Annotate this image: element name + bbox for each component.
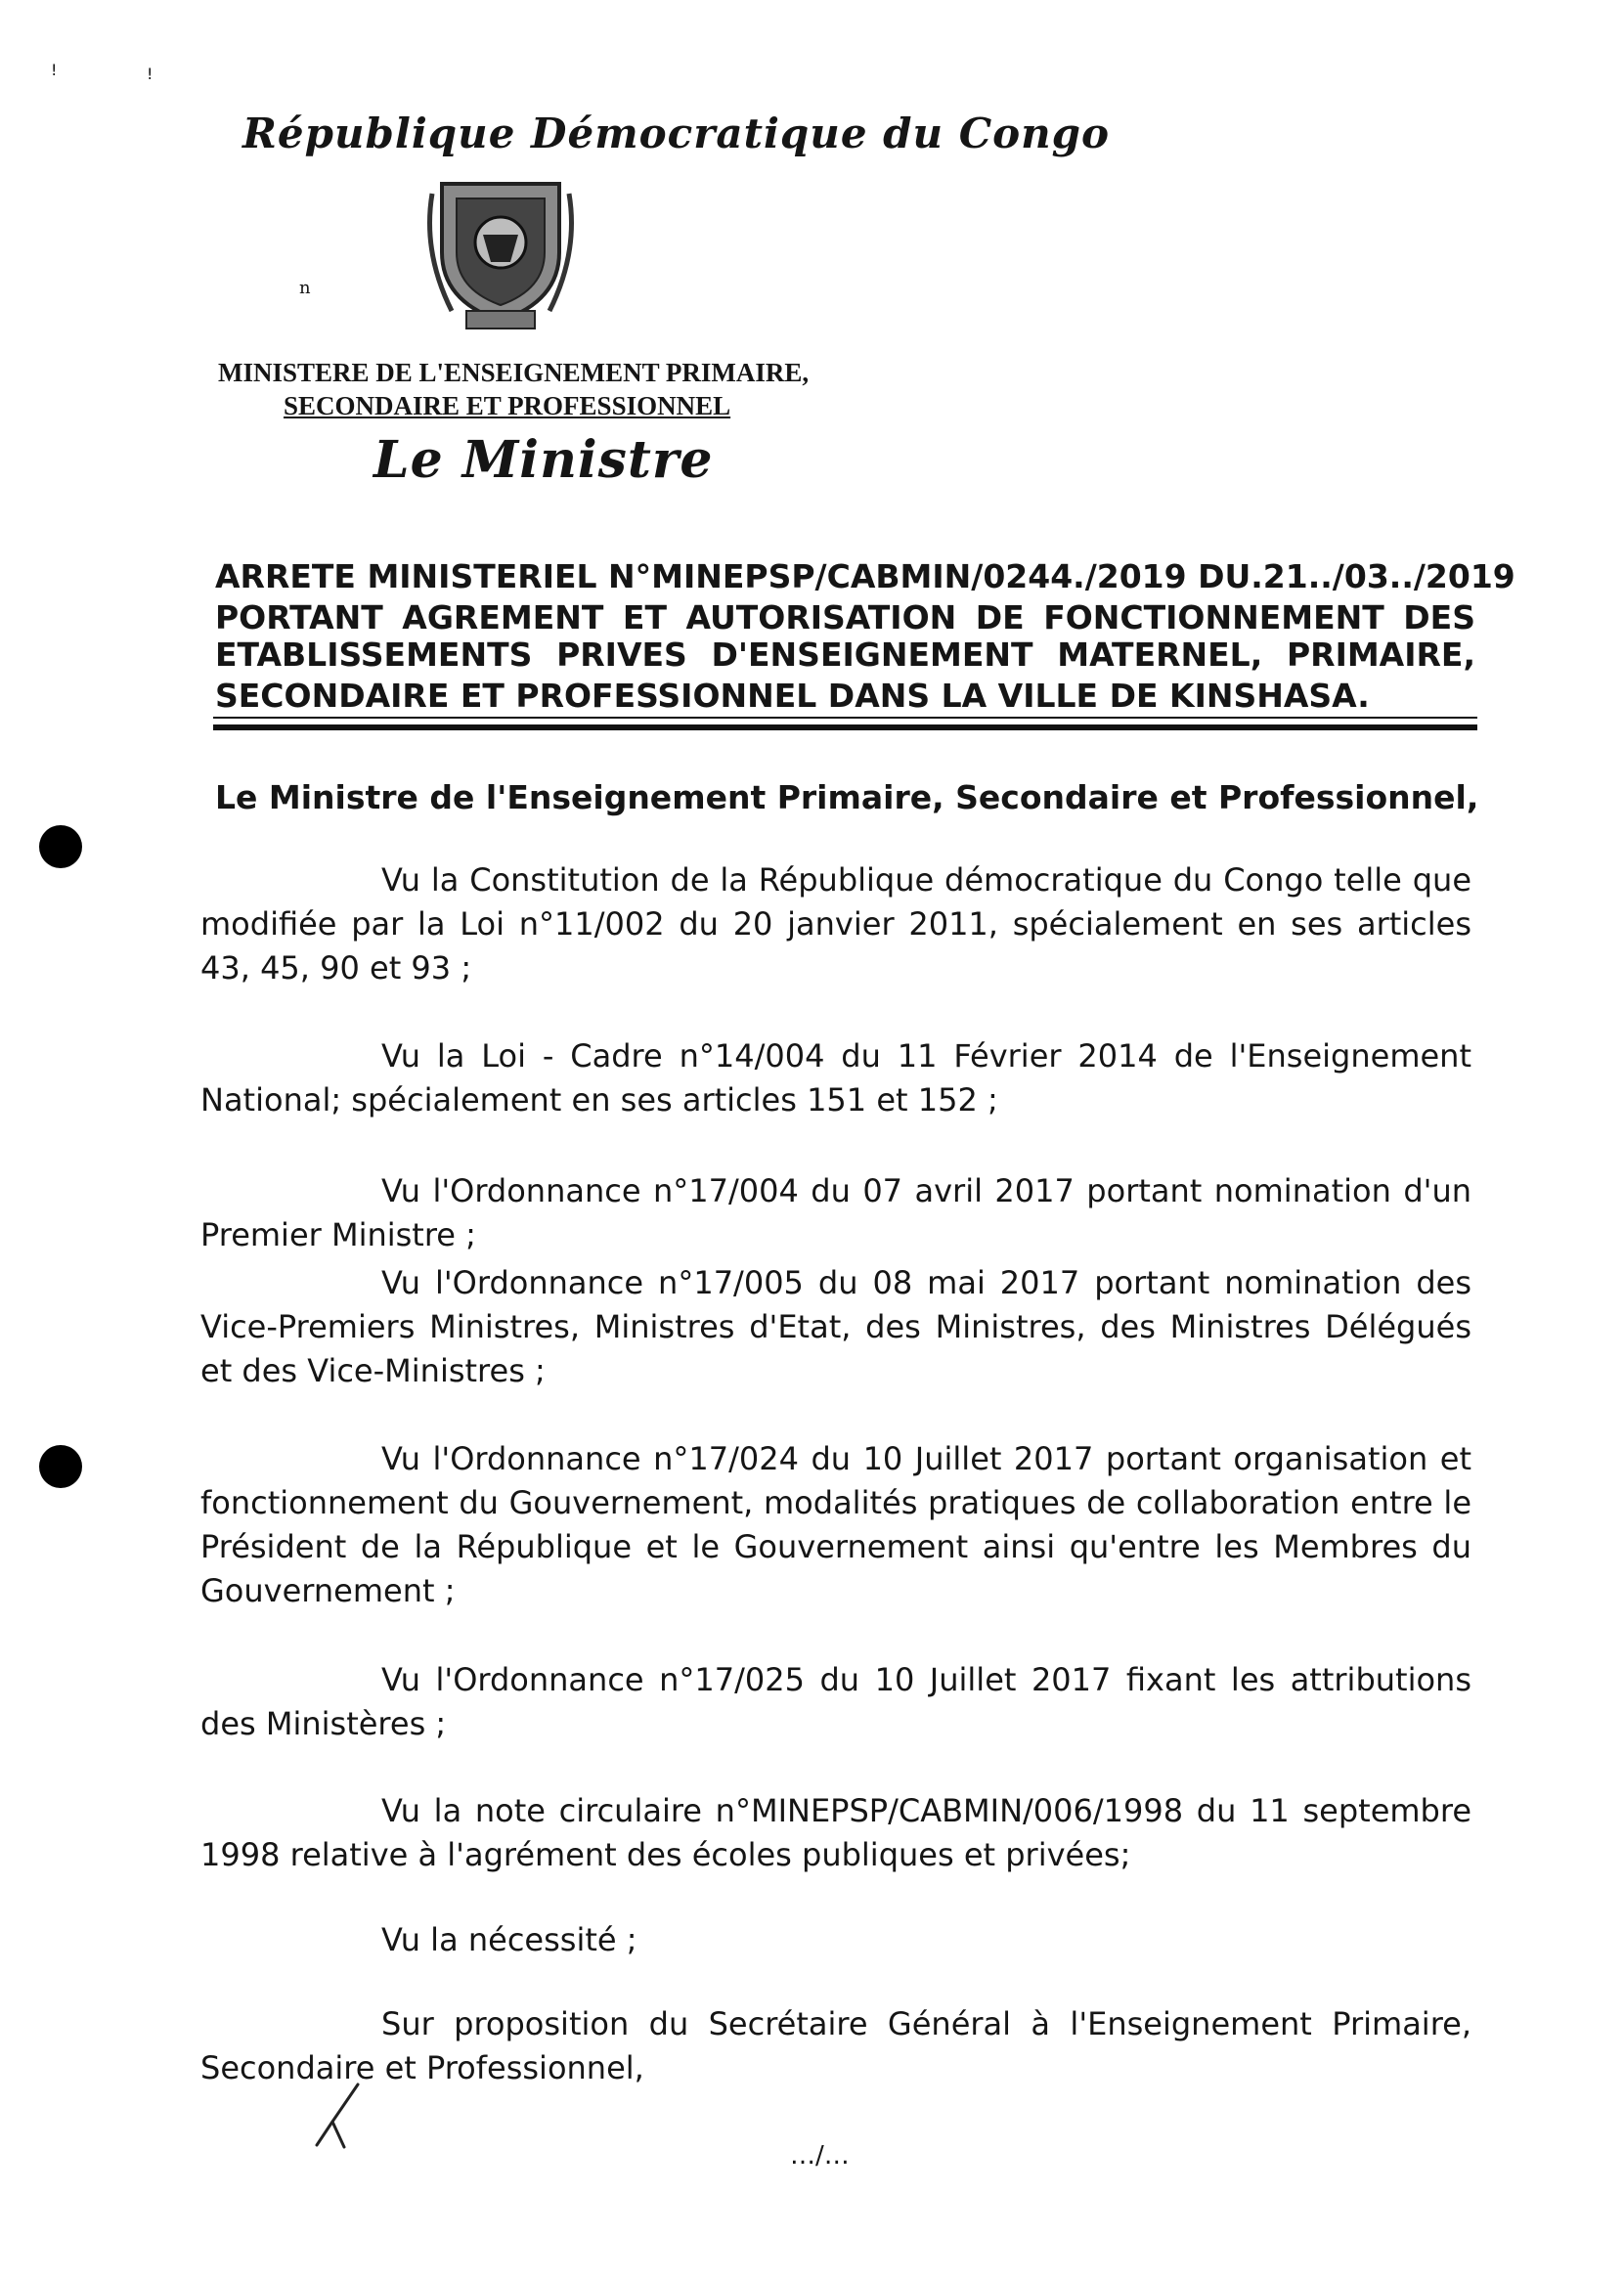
- recital-text: Vu l'Ordonnance n°17/005 du 08 mai 2017 portant nomination des Vice-Premiers Ministres, Ministres d'Etat, des Ministres, des Ministres Délégués et des Vice-Ministres ;: [200, 1264, 1471, 1389]
- page-continuation-mark: …/…: [790, 2141, 850, 2171]
- recital-paragraph: [200, 1034, 1471, 1122]
- recital-paragraph: [200, 1789, 1471, 1877]
- recital-paragraph: [200, 1437, 1471, 1613]
- scan-mark: !: [51, 61, 58, 79]
- stray-mark: n: [299, 278, 311, 298]
- decree-title-line3: ETABLISSEMENTS PRIVES D'ENSEIGNEMENT MATERNEL, PRIMAIRE,: [215, 636, 1475, 674]
- recital-paragraph: [200, 858, 1471, 990]
- recital-paragraph: [200, 1918, 1471, 1962]
- recital-text: Vu l'Ordonnance n°17/025 du 10 Juillet 2017 fixant les attributions des Ministères ;: [200, 1661, 1471, 1742]
- recital-paragraph: [200, 1261, 1471, 1393]
- decree-title-line2: PORTANT AGREMENT ET AUTORISATION DE FONCTIONNEMENT DES: [215, 598, 1475, 636]
- ministry-name-line2: SECONDAIRE ET PROFESSIONNEL: [284, 391, 731, 420]
- title-divider-thin: [213, 717, 1477, 719]
- recital-text: Vu la nécessité ;: [381, 1921, 637, 1958]
- recital-text: Sur proposition du Secrétaire Général à l'Enseignement Primaire, Secondaire et Professionnel,: [200, 2005, 1471, 2086]
- coat-of-arms-seal: [422, 174, 579, 335]
- preamble-heading: Le Ministre de l'Enseignement Primaire, Secondaire et Professionnel,: [215, 778, 1479, 816]
- ministry-name-line1: MINISTERE DE L'ENSEIGNEMENT PRIMAIRE,: [218, 358, 810, 387]
- signatory-title: Le Ministre: [373, 430, 714, 490]
- handwritten-initials: [311, 2083, 370, 2151]
- title-divider-thick: [213, 724, 1477, 730]
- country-heading: République Démocratique du Congo: [242, 110, 1111, 157]
- recital-paragraph: [200, 2002, 1471, 2090]
- recital-paragraph: [200, 1658, 1471, 1746]
- decree-title-line4: SECONDAIRE ET PROFESSIONNEL DANS LA VILLE DE KINSHASA.: [215, 677, 1370, 715]
- recital-text: Vu l'Ordonnance n°17/024 du 10 Juillet 2017 portant organisation et fonctionnement du Gouvernement, modalités pratiques de collaboration entre le Président de la République et le Gouvernement ainsi qu'entre les Membres du Gouvernement ;: [200, 1440, 1471, 1609]
- punch-hole: [39, 825, 82, 868]
- decree-title-line1: ARRETE MINISTERIEL N°MINEPSP/CABMIN/0244./2019 DU.21../03../2019: [215, 557, 1515, 595]
- scan-mark: !: [147, 65, 154, 83]
- recital-text: Vu la Constitution de la République démocratique du Congo telle que modifiée par la Loi n°11/002 du 20 janvier 2011, spécialement en ses articles 43, 45, 90 et 93 ;: [200, 861, 1471, 987]
- recital-text: Vu la note circulaire n°MINEPSP/CABMIN/006/1998 du 11 septembre 1998 relative à l'agrément des écoles publiques et privées;: [200, 1792, 1471, 1873]
- recital-paragraph: [200, 1169, 1471, 1257]
- punch-hole: [39, 1445, 82, 1488]
- recital-text: Vu la Loi - Cadre n°14/004 du 11 Février 2014 de l'Enseignement National; spécialement en ses articles 151 et 152 ;: [200, 1037, 1471, 1119]
- recital-text: Vu l'Ordonnance n°17/004 du 07 avril 2017 portant nomination d'un Premier Ministre ;: [200, 1172, 1471, 1253]
